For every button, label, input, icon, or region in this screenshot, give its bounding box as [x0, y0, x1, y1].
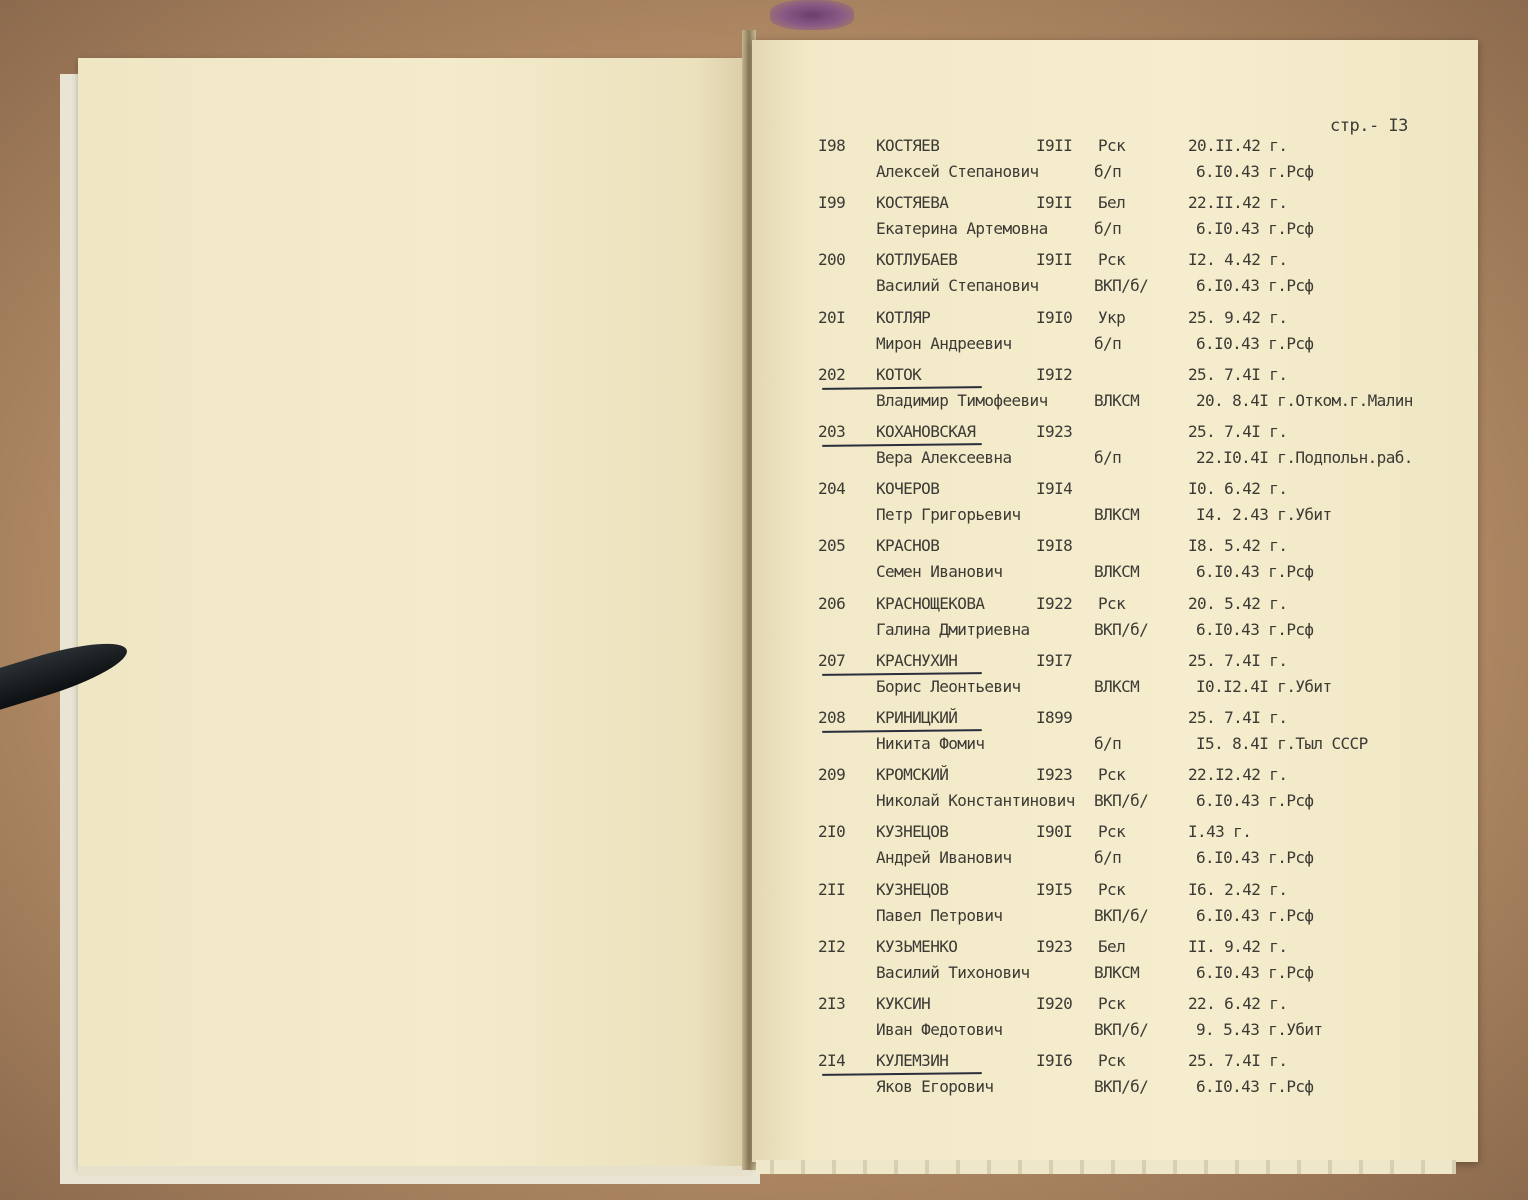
entry-date-left: 6.I0.43 г.Рсф — [1196, 562, 1314, 582]
entry-date-joined: 20.II.42 г. — [1188, 136, 1288, 155]
entry-date-left: I0.I2.4I г.Убит — [1196, 676, 1332, 696]
roster-entry — [0, 479, 1528, 536]
entry-date-joined: 25. 7.4I г. — [1188, 650, 1288, 670]
handwritten-underline — [822, 729, 982, 733]
entry-party: б/п — [1094, 162, 1122, 181]
entry-nationality: Рск — [1098, 593, 1126, 613]
entry-party: б/п — [1094, 734, 1122, 753]
entry-birth-year: I923 — [1036, 422, 1073, 441]
entry-surname: КРОМСКИЙ — [876, 765, 949, 785]
entry-nationality: Укр — [1098, 307, 1126, 327]
entry-date-joined: II. 9.42 г. — [1188, 936, 1288, 956]
entry-number: I99 — [818, 193, 846, 213]
entry-birth-year: I9I8 — [1036, 536, 1073, 556]
entry-number: 2I3 — [818, 994, 846, 1013]
entry-number: 20I — [818, 307, 846, 327]
entry-surname: КРАСНОЩЕКОВА — [876, 593, 985, 613]
entry-birth-year: I90I — [1036, 822, 1073, 842]
entry-date-left: I5. 8.4I г.Тыл СССР — [1196, 734, 1368, 753]
entry-surname: КОХАНОВСКАЯ — [876, 422, 976, 441]
entry-number: 202 — [818, 364, 846, 384]
entry-date-joined: 25. 7.4I г. — [1188, 708, 1288, 727]
entry-nationality: Рск — [1098, 994, 1126, 1013]
entry-date-joined: 25. 7.4I г. — [1188, 364, 1288, 384]
entry-given-names: Андрей Иванович — [876, 848, 1012, 868]
entry-party: ВЛКСМ — [1094, 390, 1140, 410]
entry-nationality: Рск — [1098, 879, 1126, 899]
page-number: стр.- I3 — [1330, 116, 1408, 136]
roster-entry — [0, 136, 1528, 193]
entry-party: б/п — [1094, 448, 1122, 467]
entry-date-joined: 25. 7.4I г. — [1188, 1051, 1288, 1071]
entry-party: ВКП/б/ — [1094, 276, 1149, 296]
entry-birth-year: I9II — [1036, 136, 1073, 155]
entry-date-joined: I2. 4.42 г. — [1188, 250, 1288, 270]
entry-date-left: 22.I0.4I г.Подпольн.раб. — [1196, 448, 1413, 467]
entry-date-joined: 22. 6.42 г. — [1188, 994, 1288, 1013]
entry-given-names: Екатерина Артемовна — [876, 219, 1048, 239]
entry-given-names: Галина Дмитриевна — [876, 619, 1030, 639]
entry-surname: КРАСНУХИН — [876, 650, 958, 670]
entry-birth-year: I923 — [1036, 765, 1073, 785]
entry-date-left: 6.I0.43 г.Рсф — [1196, 276, 1314, 296]
entry-party: ВКП/б/ — [1094, 791, 1149, 811]
roster-entry — [0, 308, 1528, 365]
entry-given-names: Алексей Степанович — [876, 162, 1039, 181]
entry-date-joined: 25. 9.42 г. — [1188, 307, 1288, 327]
entry-surname: КОТЛУБАЕВ — [876, 250, 958, 270]
entry-number: 2II — [818, 879, 846, 899]
roster-entry — [0, 937, 1528, 994]
entry-number: 207 — [818, 650, 846, 670]
entry-date-left: 9. 5.43 г.Убит — [1196, 1020, 1323, 1039]
entry-date-joined: 22.I2.42 г. — [1188, 765, 1288, 785]
entry-party: ВЛКСМ — [1094, 562, 1140, 582]
entry-date-joined: 20. 5.42 г. — [1188, 593, 1288, 613]
entry-given-names: Семен Иванович — [876, 562, 1003, 582]
entry-surname: КУКСИН — [876, 994, 931, 1013]
roster-entry — [0, 536, 1528, 593]
entry-date-left: 6.I0.43 г.Рсф — [1196, 791, 1314, 811]
entry-birth-year: I920 — [1036, 994, 1073, 1013]
entry-nationality: Рск — [1098, 136, 1126, 155]
entry-party: б/п — [1094, 848, 1122, 868]
entry-surname: КУЗНЕЦОВ — [876, 822, 949, 842]
left-page-edge — [78, 1166, 750, 1176]
entry-date-left: 6.I0.43 г.Рсф — [1196, 219, 1314, 239]
entry-surname: КРИНИЦКИЙ — [876, 708, 958, 727]
entry-surname: КОТОК — [876, 364, 922, 384]
entry-surname: КУЗНЕЦОВ — [876, 879, 949, 899]
entry-party: ВКП/б/ — [1094, 905, 1149, 925]
handwritten-underline — [822, 386, 982, 390]
roster-entry — [0, 1051, 1528, 1108]
entry-surname: КОЧЕРОВ — [876, 479, 940, 499]
roster-entry — [0, 708, 1528, 765]
entry-date-joined: I8. 5.42 г. — [1188, 536, 1288, 556]
roster-entry — [0, 594, 1528, 651]
entry-party: ВЛКСМ — [1094, 962, 1140, 982]
roster-entry — [0, 994, 1528, 1051]
entry-given-names: Василий Степанович — [876, 276, 1039, 296]
entry-number: 203 — [818, 422, 846, 441]
entry-given-names: Яков Егорович — [876, 1077, 994, 1097]
entry-given-names: Владимир Тимофеевич — [876, 390, 1048, 410]
entry-number: 208 — [818, 708, 846, 727]
roster-entry — [0, 193, 1528, 250]
entry-number: I98 — [818, 136, 846, 155]
entry-party: б/п — [1094, 219, 1122, 239]
entry-given-names: Николай Константинович — [876, 791, 1075, 811]
entry-surname: КОСТЯЕВА — [876, 193, 949, 213]
handwritten-underline — [822, 672, 982, 676]
entry-date-joined: 22.II.42 г. — [1188, 193, 1288, 213]
entry-nationality: Бел — [1098, 936, 1126, 956]
entry-birth-year: I922 — [1036, 593, 1073, 613]
entry-party: ВЛКСМ — [1094, 505, 1140, 525]
roster-entry — [0, 651, 1528, 708]
entry-date-joined: I.43 г. — [1188, 822, 1252, 842]
entry-date-left: 6.I0.43 г.Рсф — [1196, 962, 1314, 982]
entry-party: ВКП/б/ — [1094, 1077, 1149, 1097]
roster-entry — [0, 422, 1528, 479]
entry-given-names: Петр Григорьевич — [876, 505, 1021, 525]
entry-party: ВЛКСМ — [1094, 676, 1140, 696]
entry-birth-year: I923 — [1036, 936, 1073, 956]
entry-number: 204 — [818, 479, 846, 499]
roster-entry — [0, 880, 1528, 937]
entry-given-names: Василий Тихонович — [876, 962, 1030, 982]
entry-birth-year: I9II — [1036, 250, 1073, 270]
entry-date-joined: I0. 6.42 г. — [1188, 479, 1288, 499]
roster-entry — [0, 822, 1528, 879]
entry-birth-year: I9II — [1036, 193, 1073, 213]
entry-date-left: 20. 8.4I г.Отком.г.Малин — [1196, 390, 1413, 410]
entry-date-left: 6.I0.43 г.Рсф — [1196, 1077, 1314, 1097]
entry-number: 2I0 — [818, 822, 846, 842]
entry-party: ВКП/б/ — [1094, 1020, 1149, 1039]
entry-nationality: Бел — [1098, 193, 1126, 213]
entry-number: 205 — [818, 536, 846, 556]
entry-given-names: Иван Федотович — [876, 1020, 1003, 1039]
handwritten-underline — [822, 443, 982, 447]
entry-date-joined: I6. 2.42 г. — [1188, 879, 1288, 899]
torn-page-edge — [756, 1160, 1456, 1174]
entry-date-left: 6.I0.43 г.Рсф — [1196, 162, 1314, 181]
entry-birth-year: I9I7 — [1036, 650, 1073, 670]
entry-date-joined: 25. 7.4I г. — [1188, 422, 1288, 441]
entry-surname: КОТЛЯР — [876, 307, 931, 327]
entry-number: 206 — [818, 593, 846, 613]
entry-nationality: Рск — [1098, 1051, 1126, 1071]
entry-date-left: 6.I0.43 г.Рсф — [1196, 905, 1314, 925]
entry-given-names: Борис Леонтьевич — [876, 676, 1021, 696]
entry-date-left: 6.I0.43 г.Рсф — [1196, 848, 1314, 868]
entry-birth-year: I9I6 — [1036, 1051, 1073, 1071]
entry-surname: КУЗЬМЕНКО — [876, 936, 958, 956]
handwritten-underline — [822, 1072, 982, 1076]
entry-given-names: Мирон Андреевич — [876, 333, 1012, 353]
entry-nationality: Рск — [1098, 822, 1126, 842]
entry-given-names: Никита Фомич — [876, 734, 985, 753]
entry-number: 209 — [818, 765, 846, 785]
roster-entry — [0, 250, 1528, 307]
entry-birth-year: I9I0 — [1036, 307, 1073, 327]
entry-birth-year: I899 — [1036, 708, 1073, 727]
entry-birth-year: I9I2 — [1036, 364, 1073, 384]
entry-date-left: 6.I0.43 г.Рсф — [1196, 333, 1314, 353]
entry-nationality: Рск — [1098, 765, 1126, 785]
entry-surname: КУЛЕМЗИН — [876, 1051, 949, 1071]
roster-entry — [0, 365, 1528, 422]
entry-surname: КРАСНОВ — [876, 536, 940, 556]
entry-date-left: 6.I0.43 г.Рсф — [1196, 619, 1314, 639]
entry-number: 200 — [818, 250, 846, 270]
entry-given-names: Павел Петрович — [876, 905, 1003, 925]
roster-entry — [0, 765, 1528, 822]
ink-stain — [770, 0, 854, 30]
entry-party: б/п — [1094, 333, 1122, 353]
entry-date-left: I4. 2.43 г.Убит — [1196, 505, 1332, 525]
entry-given-names: Вера Алексеевна — [876, 448, 1012, 467]
entry-nationality: Рск — [1098, 250, 1126, 270]
entry-number: 2I4 — [818, 1051, 846, 1071]
entry-surname: КОСТЯЕВ — [876, 136, 940, 155]
entry-birth-year: I9I4 — [1036, 479, 1073, 499]
entry-number: 2I2 — [818, 936, 846, 956]
entry-birth-year: I9I5 — [1036, 879, 1073, 899]
entry-party: ВКП/б/ — [1094, 619, 1149, 639]
